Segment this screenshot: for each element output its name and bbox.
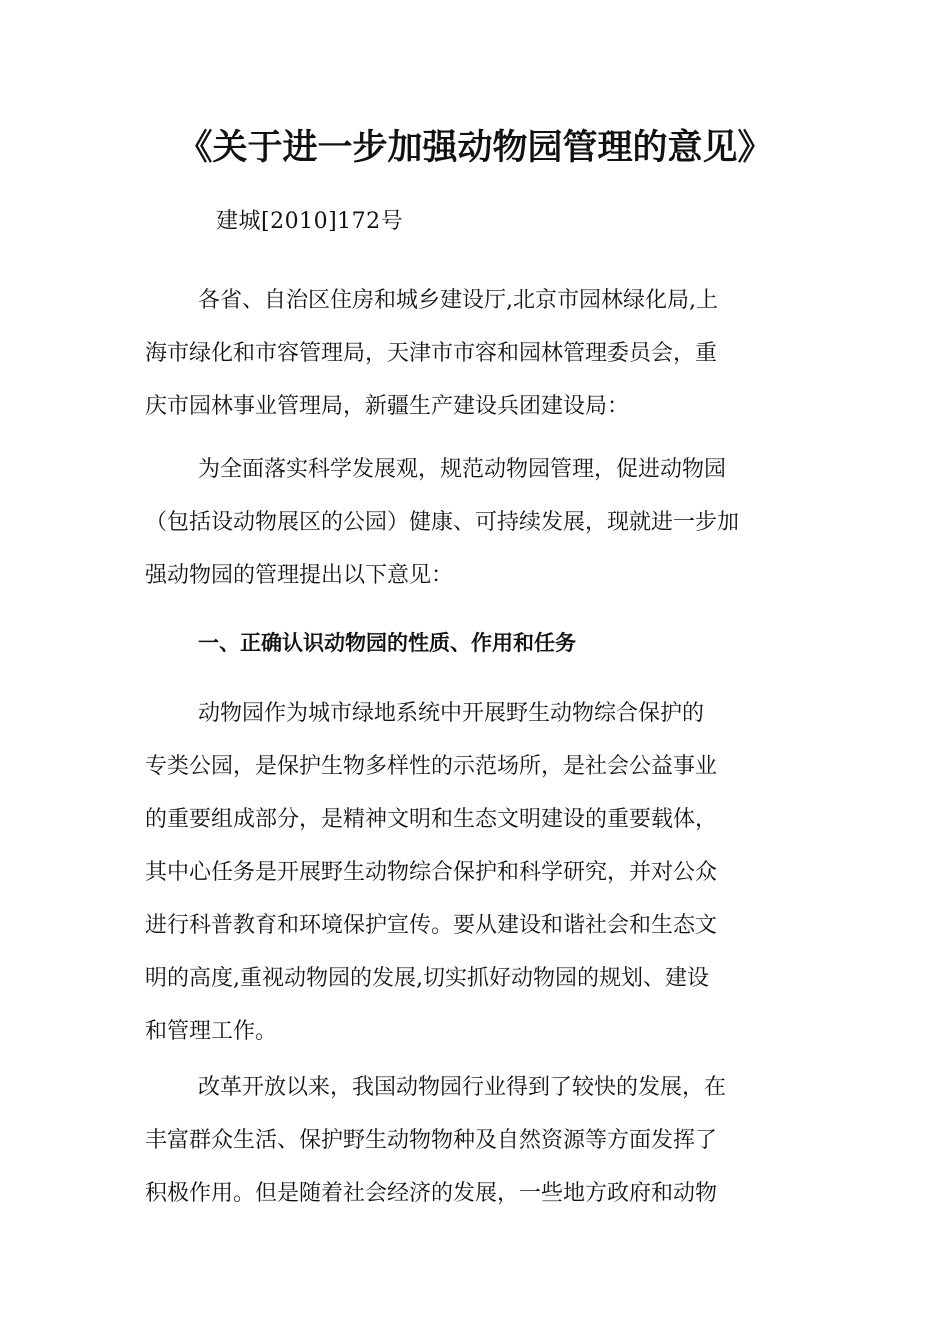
section-heading: 一、正确认识动物园的性质、作用和任务 [198, 631, 576, 655]
addressee-paragraph [145, 274, 810, 433]
intro-paragraph [145, 443, 810, 602]
paragraph-line: 庆市园林事业管理局，新疆生产建设兵团建设局： [145, 394, 630, 419]
paragraph-line: 其中心任务是开展野生动物综合保护和科学研究，并对公众 [145, 860, 718, 885]
paragraph-line: 丰富群众生活、保护野生动物物种及自然资源等方面发挥了 [145, 1128, 718, 1153]
paragraph-line: 强动物园的管理提出以下意见： [145, 563, 454, 588]
section-paragraph [145, 1061, 810, 1220]
paragraph-line: 为全面落实科学发展观，规范动物园管理，促进动物园 [198, 457, 727, 482]
paragraph-line: 专类公园，是保护生物多样性的示范场所，是社会公益事业 [145, 754, 718, 779]
paragraph-line: 改革开放以来，我国动物园行业得到了较快的发展，在 [198, 1075, 727, 1100]
paragraph-line: 海市绿化和市容管理局，天津市市容和园林管理委员会，重 [145, 341, 718, 366]
paragraph-line: （包括设动物展区的公园）健康、可持续发展，现就进一步加 [145, 510, 740, 535]
paragraph-line: 明的高度,重视动物园的发展,切实抓好动物园的规划、建设 [145, 966, 709, 991]
paragraph-line: 进行科普教育和环境保护宣传。要从建设和谐社会和生态文 [145, 913, 718, 938]
document-number: 建城[2010]172号 [216, 209, 404, 234]
paragraph-line: 各省、自治区住房和城乡建设厅,北京市园林绿化局,上 [198, 288, 718, 313]
paragraph-line: 积极作用。但是随着社会经济的发展，一些地方政府和动物 [145, 1181, 718, 1206]
document-title: 《关于进一步加强动物园管理的意见》 [177, 128, 773, 168]
paragraph-line: 的重要组成部分，是精神文明和生态文明建设的重要载体， [145, 807, 718, 832]
section-paragraph [145, 687, 810, 1058]
paragraph-line: 动物园作为城市绿地系统中开展野生动物综合保护的 [198, 701, 705, 726]
paragraph-line: 和管理工作。 [145, 1019, 278, 1044]
